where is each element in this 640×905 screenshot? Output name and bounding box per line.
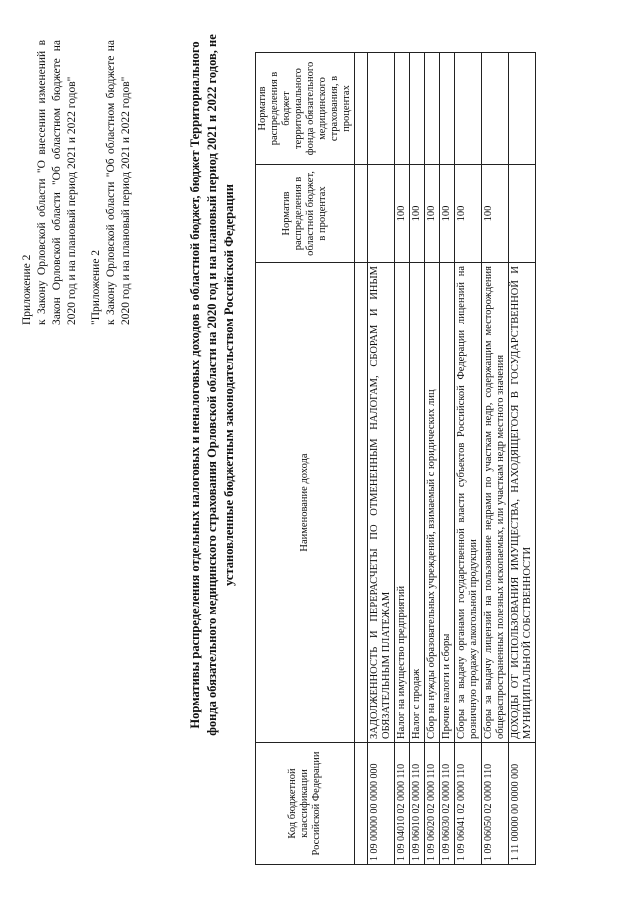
table-row	[395, 53, 410, 865]
cell-name: Налог на имущество предприятий	[395, 263, 410, 743]
table-spacer-row	[355, 53, 368, 865]
table-row	[410, 53, 425, 865]
appendix-block	[20, 40, 134, 325]
appendix-line-3: "Приложение 2	[90, 249, 102, 325]
cell-fund	[440, 53, 455, 165]
cell-fund	[368, 53, 395, 165]
cell-fund	[509, 53, 536, 165]
cell-fund	[395, 53, 410, 165]
cell-code: 1 09 04010 02 0000 110	[395, 743, 410, 865]
table-row	[482, 53, 509, 865]
cell-regional: 100	[425, 165, 440, 263]
appendix-line-2: к Закону Орловской области "О внесении изменений в Закон Орловской области "Об областном бюджете на 2020 год и на плановый период 2021 и 2022 годов"	[36, 40, 78, 325]
header-name: Наименование дохода	[256, 263, 355, 743]
cell-code: 1 09 06041 02 0000 110	[455, 743, 482, 865]
cell-fund	[482, 53, 509, 165]
appendix-gap	[80, 40, 89, 325]
table-row	[440, 53, 455, 865]
cell-name: Налог с продаж	[410, 263, 425, 743]
cell-name: ДОХОДЫ ОТ ИСПОЛЬЗОВАНИЯ ИМУЩЕСТВА, НАХОДЯЩЕГОСЯ В ГОСУДАРСТВЕННОЙ И МУНИЦИПАЛЬНОЙ СОБСТВЕННОСТИ	[509, 263, 536, 743]
cell-code: 1 09 06010 02 0000 110	[410, 743, 425, 865]
title-line-2: фонда обязательного медицинского страхования Орловской области на 2020 год и на плановый период 2021 и 2022 годов, не	[205, 34, 219, 736]
cell-name: ЗАДОЛЖЕННОСТЬ И ПЕРЕРАСЧЕТЫ ПО ОТМЕНЕННЫМ НАЛОГАМ, СБОРАМ И ИНЫМ ОБЯЗАТЕЛЬНЫМ ПЛАТЕЖАМ	[368, 263, 395, 743]
cell-regional	[509, 165, 536, 263]
cell-name: Сборы за выдачу органами государственной власти субъектов Российской Федерации лицензий на розничную продажу алкогольной продукции	[455, 263, 482, 743]
norms-table	[255, 52, 536, 865]
cell-regional: 100	[410, 165, 425, 263]
cell-regional: 100	[455, 165, 482, 263]
title-line-1: Нормативы распределения отдельных налоговых и неналоговых доходов в областной бюджет, бюджет Территориального	[188, 41, 202, 729]
cell-code: 1 11 00000 00 0000 000	[509, 743, 536, 865]
appendix-line-1: Приложение 2	[21, 254, 33, 325]
cell-code: 1 09 00000 00 0000 000	[368, 743, 395, 865]
cell-regional: 100	[395, 165, 410, 263]
cell-regional: 100	[440, 165, 455, 263]
cell-name: Сборы за выдачу лицензий на пользование недрами по участкам недр, содержащим месторождения общераспространенных полезных ископаемых, или участкам недр местного значения	[482, 263, 509, 743]
cell-regional	[368, 165, 395, 263]
cell-code: 1 09 06050 02 0000 110	[482, 743, 509, 865]
cell-fund	[410, 53, 425, 165]
document-title	[187, 25, 238, 745]
cell-fund	[425, 53, 440, 165]
table-header-row	[256, 53, 355, 865]
appendix-line-4: к Закону Орловской области "Об областном бюджете на 2020 год и на плановый период 2021 и 2022 годов"	[105, 40, 132, 325]
table-row	[455, 53, 482, 865]
cell-name: Сбор на нужды образовательных учреждений, взимаемый с юридических лиц	[425, 263, 440, 743]
header-code: Код бюджетной классификации Российской Федерации	[256, 743, 355, 865]
cell-code: 1 09 06030 02 0000 110	[440, 743, 455, 865]
header-regional: Норматив распределения в областной бюджет, в процентах	[256, 165, 355, 263]
title-line-3: установленные бюджетным законодательством Российской Федерации	[222, 184, 236, 586]
cell-regional: 100	[482, 165, 509, 263]
table-row	[368, 53, 395, 865]
cell-fund	[455, 53, 482, 165]
table-row	[425, 53, 440, 865]
cell-name: Прочие налоги и сборы	[440, 263, 455, 743]
cell-code: 1 09 06020 02 0000 110	[425, 743, 440, 865]
table-row	[509, 53, 536, 865]
header-fund: Норматив распределения в бюджет территориального фонда обязательного медицинского страхования, в процентах	[256, 53, 355, 165]
